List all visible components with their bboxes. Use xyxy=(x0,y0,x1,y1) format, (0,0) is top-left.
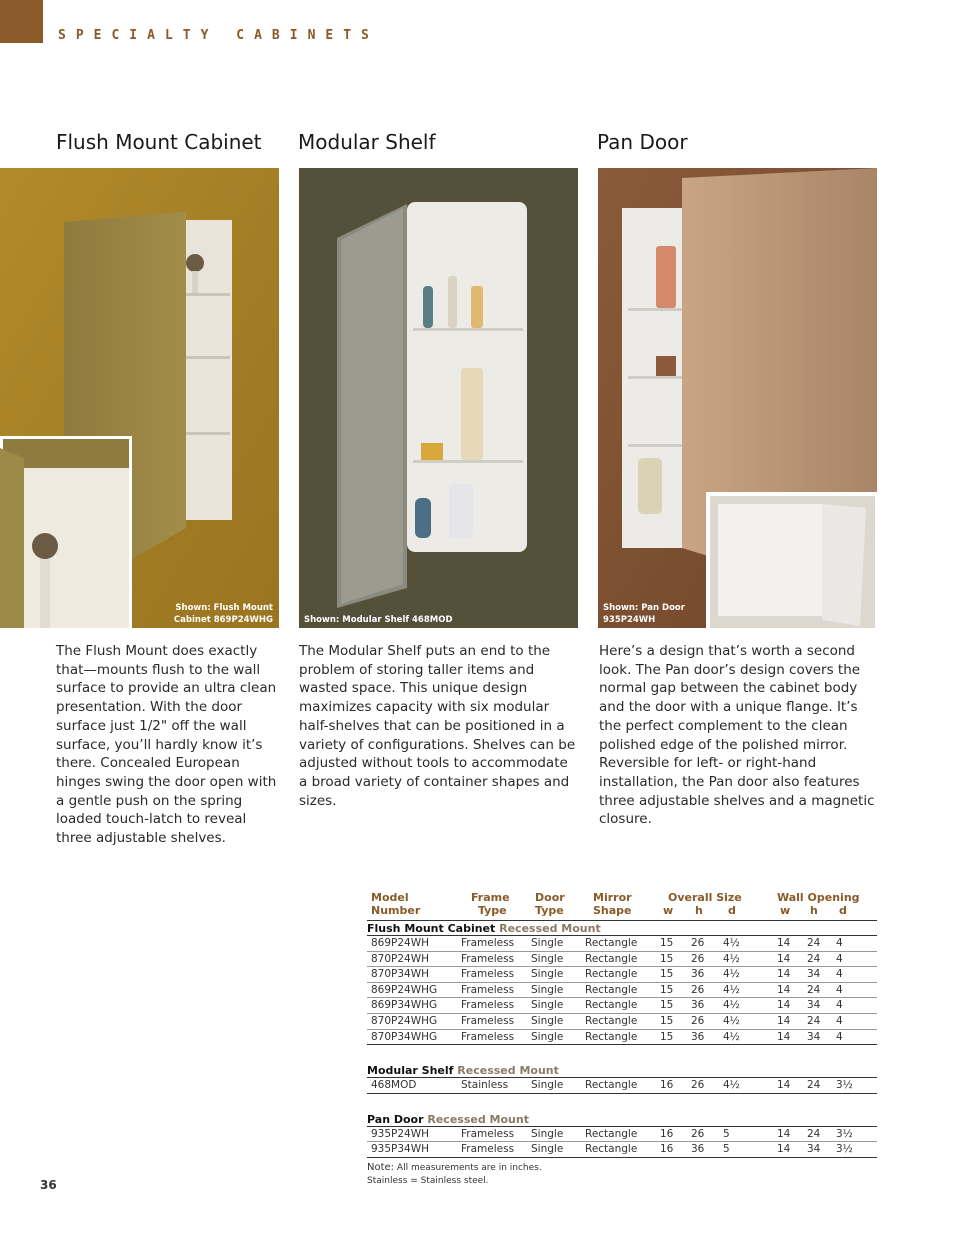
cell-frame: Stainless xyxy=(461,1079,509,1092)
cell-model: 870P34WHG xyxy=(371,1030,438,1043)
group-spacer xyxy=(367,1094,877,1112)
cell-shape: Rectangle xyxy=(585,937,638,949)
cell-oh: 26 xyxy=(691,952,705,965)
cell-wd: 4 xyxy=(836,952,843,965)
cell-wh: 34 xyxy=(807,1030,821,1043)
cell-ww: 14 xyxy=(777,1143,791,1156)
modular-shelf-caption xyxy=(304,614,453,626)
cell-door: Single xyxy=(531,999,564,1012)
cell-ww: 14 xyxy=(777,983,791,996)
cell-ww: 14 xyxy=(777,1127,791,1140)
cell-ow: 15 xyxy=(660,937,674,949)
section-label: SPECIALTY CABINETS xyxy=(58,28,379,43)
group-name: Pan Door xyxy=(367,1112,424,1126)
header-model: Model Number xyxy=(371,891,421,917)
cell-frame: Frameless xyxy=(461,1127,515,1140)
header-overall-w: w xyxy=(663,904,674,917)
cell-ww: 14 xyxy=(777,1014,791,1027)
modular-shelf-illustration xyxy=(299,168,578,628)
cell-oh: 26 xyxy=(691,983,705,996)
group-name: Flush Mount Cabinet xyxy=(367,922,496,935)
table-note xyxy=(367,1161,877,1188)
cell-od: 4½ xyxy=(723,1030,740,1043)
group-spacer xyxy=(367,1045,877,1063)
brand-tab xyxy=(0,0,43,43)
cell-ww: 14 xyxy=(777,999,791,1012)
cell-ow: 16 xyxy=(660,1143,674,1156)
title-flush-mount: Flush Mount Cabinet xyxy=(56,130,262,154)
cell-ww: 14 xyxy=(777,1079,791,1092)
cell-door: Single xyxy=(531,1127,564,1140)
cell-frame: Frameless xyxy=(461,968,515,981)
cell-wh: 24 xyxy=(807,1014,821,1027)
group-heading xyxy=(367,922,877,936)
cell-frame: Frameless xyxy=(461,1014,515,1027)
pan-door-photo xyxy=(598,168,877,628)
cell-shape: Rectangle xyxy=(585,952,638,965)
cell-oh: 26 xyxy=(691,1014,705,1027)
cell-od: 4½ xyxy=(723,1014,740,1027)
cell-od: 4½ xyxy=(723,1079,740,1092)
cell-wh: 24 xyxy=(807,1127,821,1140)
cell-ow: 15 xyxy=(660,1014,674,1027)
table-row xyxy=(367,1030,877,1046)
cell-frame: Frameless xyxy=(461,983,515,996)
cell-door: Single xyxy=(531,968,564,981)
modular-shelf-description: The Modular Shelf puts an end to the problem of storing taller items and wasted space. This unique design maximizes capacity with six modular half-shelves that can be positioned in a variety of configurations. Shelves can be adjusted without tools to accommodate a broad variety of container shapes and sizes. xyxy=(299,643,576,809)
cell-wh: 34 xyxy=(807,968,821,981)
cell-wd: 4 xyxy=(836,983,843,996)
cell-model: 935P24WH xyxy=(371,1127,430,1140)
table-row xyxy=(367,936,877,952)
cell-wh: 24 xyxy=(807,937,821,949)
header-wall-d: d xyxy=(839,904,847,917)
flush-mount-description: The Flush Mount does exactly that—mounts flush to the wall surface to provide an ultra clean presentation. With the door surface just 1/2" off the wall surface, you’ll hardly know it’s there. Concealed European hinges swing the door open with a gentle push on the spring loaded touch-latch to reveal three adjustable shelves. xyxy=(56,643,277,847)
note-line: All measurements are in inches. xyxy=(396,1162,542,1173)
table-row xyxy=(367,983,877,999)
cell-od: 4½ xyxy=(723,999,740,1012)
cell-wd: 3½ xyxy=(836,1143,853,1156)
cell-model: 869P24WHG xyxy=(371,983,438,996)
modular-shelf-photo xyxy=(299,168,578,628)
flush-mount-caption xyxy=(174,602,273,626)
cell-shape: Rectangle xyxy=(585,1030,638,1043)
cell-shape: Rectangle xyxy=(585,1127,638,1140)
cell-wd: 4 xyxy=(836,1014,843,1027)
cell-frame: Frameless xyxy=(461,952,515,965)
group-mount-type: Recessed Mount xyxy=(457,1064,559,1078)
header-wall-h: h xyxy=(810,904,818,917)
cell-door: Single xyxy=(531,952,564,965)
cell-door: Single xyxy=(531,1030,564,1043)
title-modular-shelf: Modular Shelf xyxy=(298,130,436,154)
header-wall-opening: Wall Opening xyxy=(777,891,860,904)
cell-ow: 15 xyxy=(660,983,674,996)
cell-model: 870P34WH xyxy=(371,968,430,981)
cell-model: 869P34WHG xyxy=(371,999,438,1012)
flush-mount-illustration xyxy=(0,168,279,628)
header-overall-h: h xyxy=(695,904,703,917)
cell-frame: Frameless xyxy=(461,1143,515,1156)
cell-wh: 34 xyxy=(807,1143,821,1156)
note-label: Note: xyxy=(367,1161,395,1173)
cell-od: 4½ xyxy=(723,983,740,996)
table-row xyxy=(367,1142,877,1158)
cell-ow: 15 xyxy=(660,999,674,1012)
header-mirror: Mirror Shape xyxy=(593,891,632,917)
cell-model: 870P24WHG xyxy=(371,1014,438,1027)
spec-table-header xyxy=(367,888,877,921)
spec-table xyxy=(367,888,877,1188)
cell-od: 4½ xyxy=(723,968,740,981)
cell-ow: 15 xyxy=(660,952,674,965)
cell-ww: 14 xyxy=(777,968,791,981)
cell-oh: 36 xyxy=(691,968,705,981)
cell-wh: 24 xyxy=(807,1079,821,1092)
cell-shape: Rectangle xyxy=(585,983,638,996)
page-number: 36 xyxy=(40,1178,57,1192)
table-row xyxy=(367,1014,877,1030)
cell-ww: 14 xyxy=(777,1030,791,1043)
cell-oh: 26 xyxy=(691,1127,705,1140)
cell-door: Single xyxy=(531,983,564,996)
cell-shape: Rectangle xyxy=(585,1014,638,1027)
cell-od: 4½ xyxy=(723,937,740,949)
cell-ww: 14 xyxy=(777,952,791,965)
caption-line: Shown: Modular Shelf 468MOD xyxy=(304,615,453,625)
cell-ww: 14 xyxy=(777,937,791,949)
cell-frame: Frameless xyxy=(461,1030,515,1043)
caption-line: Cabinet 869P24WHG xyxy=(173,615,273,625)
cell-od: 5 xyxy=(723,1127,730,1140)
cell-shape: Rectangle xyxy=(585,1143,638,1156)
group-heading xyxy=(367,1064,877,1078)
cell-wd: 3½ xyxy=(836,1079,853,1092)
pan-door-illustration xyxy=(598,168,877,628)
table-row xyxy=(367,998,877,1014)
cell-shape: Rectangle xyxy=(585,1079,638,1092)
cell-ow: 16 xyxy=(660,1127,674,1140)
cell-model: 935P34WH xyxy=(371,1143,430,1156)
pan-door-caption xyxy=(603,602,685,626)
cell-oh: 26 xyxy=(691,937,705,949)
table-row xyxy=(367,1127,877,1143)
cell-shape: Rectangle xyxy=(585,968,638,981)
cell-od: 5 xyxy=(723,1143,730,1156)
cell-frame: Frameless xyxy=(461,937,515,949)
cell-model: 869P24WH xyxy=(371,937,430,949)
header-door: Door Type xyxy=(535,891,565,917)
group-mount-type: Recessed Mount xyxy=(499,922,601,935)
cell-wh: 24 xyxy=(807,952,821,965)
header-wall-w: w xyxy=(780,904,791,917)
cell-shape: Rectangle xyxy=(585,999,638,1012)
cell-od: 4½ xyxy=(723,952,740,965)
group-heading xyxy=(367,1113,877,1127)
cell-wd: 4 xyxy=(836,937,843,949)
cell-model: 870P24WH xyxy=(371,952,430,965)
pan-door-description: Here’s a design that’s worth a second look. The Pan door’s design covers the normal gap between the cabinet body and the door with a unique flange. It’s the perfect complement to the clean polished edge of the polished mirror. Reversible for left- or right-hand installation, the Pan door also features three adjustable shelves and a magnetic closure. xyxy=(599,643,875,828)
table-row xyxy=(367,952,877,968)
cell-wd: 4 xyxy=(836,968,843,981)
cell-door: Single xyxy=(531,937,564,949)
header-overall-d: d xyxy=(728,904,736,917)
cell-door: Single xyxy=(531,1079,564,1092)
cell-oh: 36 xyxy=(691,999,705,1012)
caption-line: 935P24WH xyxy=(603,615,656,625)
table-row xyxy=(367,967,877,983)
spec-groups xyxy=(367,922,877,1158)
cell-wd: 4 xyxy=(836,999,843,1012)
cell-wd: 3½ xyxy=(836,1127,853,1140)
cell-oh: 36 xyxy=(691,1143,705,1156)
group-name: Modular Shelf xyxy=(367,1064,454,1078)
cell-oh: 36 xyxy=(691,1030,705,1043)
cell-model: 468MOD xyxy=(371,1079,417,1092)
cell-door: Single xyxy=(531,1014,564,1027)
cell-wd: 4 xyxy=(836,1030,843,1043)
header-overall-size: Overall Size xyxy=(668,891,742,904)
cell-wh: 34 xyxy=(807,999,821,1012)
cell-wh: 24 xyxy=(807,983,821,996)
caption-line: Shown: Flush Mount xyxy=(175,603,273,613)
title-pan-door: Pan Door xyxy=(597,130,688,154)
cell-ow: 16 xyxy=(660,1079,674,1092)
table-row xyxy=(367,1078,877,1094)
cell-oh: 26 xyxy=(691,1079,705,1092)
flush-mount-photo xyxy=(0,168,279,628)
note-line: Stainless = Stainless steel. xyxy=(367,1175,489,1186)
cell-ow: 15 xyxy=(660,1030,674,1043)
caption-line: Shown: Pan Door xyxy=(603,603,685,613)
cell-ow: 15 xyxy=(660,968,674,981)
group-mount-type: Recessed Mount xyxy=(427,1112,529,1126)
cell-door: Single xyxy=(531,1143,564,1156)
cell-frame: Frameless xyxy=(461,999,515,1012)
header-frame: Frame Type xyxy=(471,891,510,917)
